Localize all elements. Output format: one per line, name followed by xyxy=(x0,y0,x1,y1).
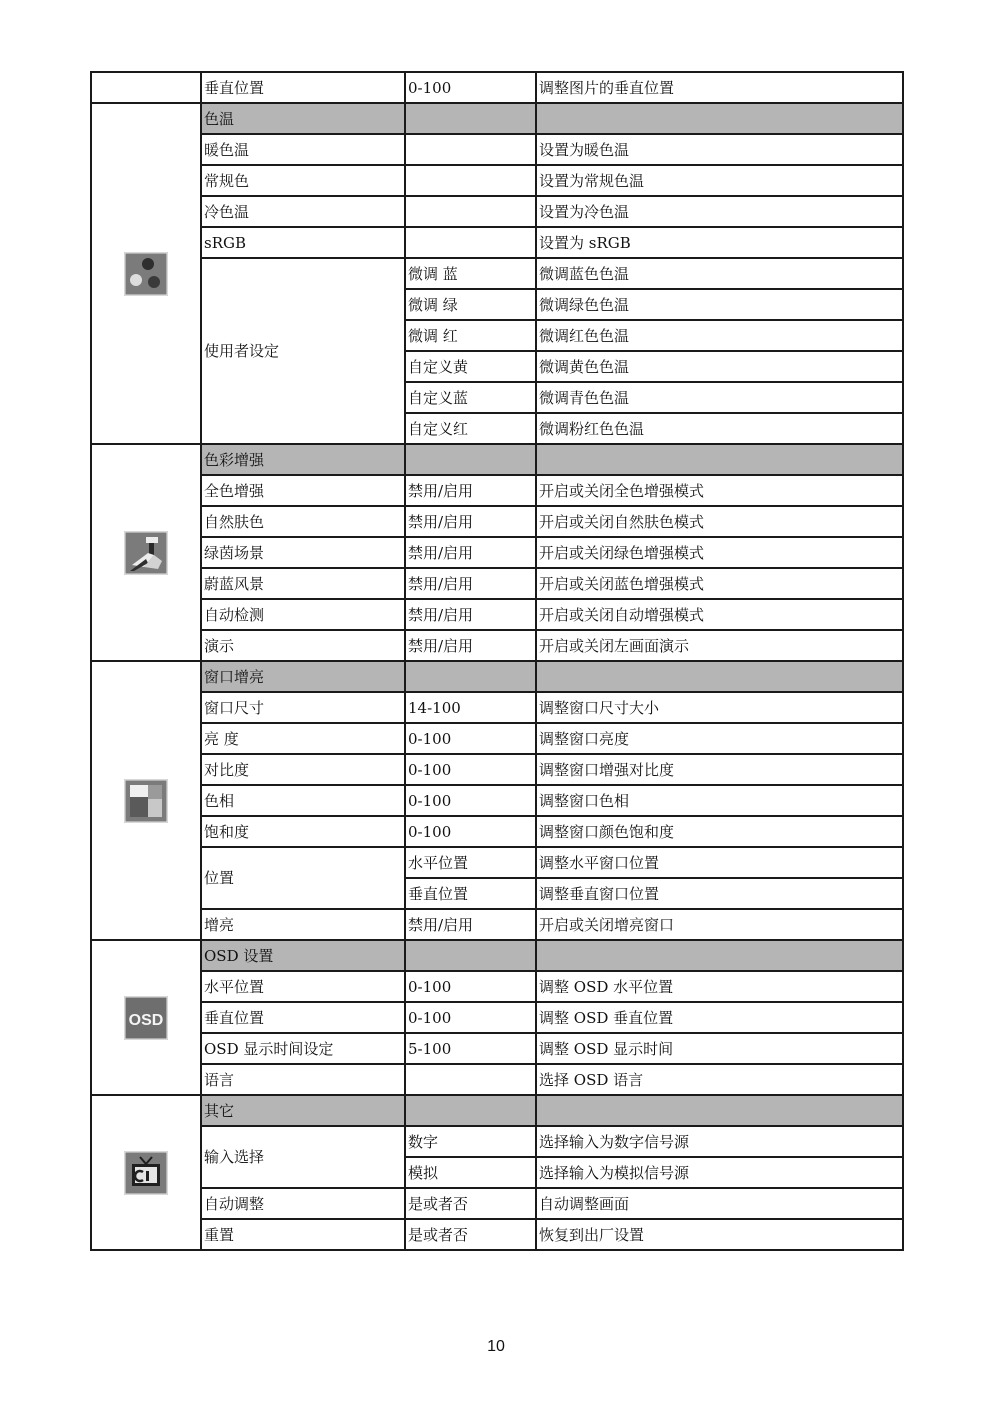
table-row xyxy=(91,72,903,103)
table-row xyxy=(91,723,903,754)
desc-cell: 调整窗口色相 xyxy=(536,785,903,816)
desc-cell: 设置为暖色温 xyxy=(536,134,903,165)
item-cell: OSD 显示时间设定 xyxy=(201,1033,405,1064)
range-cell: 自定义黄 xyxy=(405,351,536,382)
desc-cell: 开启或关闭蓝色增强模式 xyxy=(536,568,903,599)
range-cell: 自定义红 xyxy=(405,413,536,444)
range-cell xyxy=(405,196,536,227)
icon-cell-color-temp xyxy=(91,103,201,444)
range-cell: 0-100 xyxy=(405,72,536,103)
osd-icon-text: OSD xyxy=(128,1011,164,1029)
desc-cell: 调整窗口亮度 xyxy=(536,723,903,754)
extra-settings-tv-icon xyxy=(124,1151,168,1195)
item-cell: 常规色 xyxy=(201,165,405,196)
item-cell: 垂直位置 xyxy=(201,1002,405,1033)
color-temperature-icon xyxy=(124,252,168,296)
section-header-osd-setup xyxy=(91,940,903,971)
desc-cell: 调整窗口颜色饱和度 xyxy=(536,816,903,847)
desc-cell: 调整 OSD 显示时间 xyxy=(536,1033,903,1064)
desc-cell: 调整图片的垂直位置 xyxy=(536,72,903,103)
range-cell: 微调 蓝 xyxy=(405,258,536,289)
icon-cell-osd-setup xyxy=(91,940,201,1095)
desc-cell: 设置为常规色温 xyxy=(536,165,903,196)
table-row xyxy=(91,1188,903,1219)
range-cell: 水平位置 xyxy=(405,847,536,878)
item-cell: 自动调整 xyxy=(201,1188,405,1219)
desc-cell: 微调粉红色色温 xyxy=(536,413,903,444)
item-cell: 水平位置 xyxy=(201,971,405,1002)
range-cell: 禁用/启用 xyxy=(405,599,536,630)
desc-cell: 调整窗口尺寸大小 xyxy=(536,692,903,723)
table-row xyxy=(91,630,903,661)
item-cell: 窗口尺寸 xyxy=(201,692,405,723)
item-cell: 色相 xyxy=(201,785,405,816)
desc-cell: 开启或关闭自然肤色模式 xyxy=(536,506,903,537)
section-header-color-temp xyxy=(91,103,903,134)
desc-cell: 恢复到出厂设置 xyxy=(536,1219,903,1250)
icon-cell-extra xyxy=(91,1095,201,1250)
range-cell xyxy=(405,227,536,258)
item-cell: 演示 xyxy=(201,630,405,661)
section-title: 色温 xyxy=(201,103,405,134)
range-cell xyxy=(405,134,536,165)
section-title: OSD 设置 xyxy=(201,940,405,971)
table-row xyxy=(91,909,903,940)
item-cell: 增亮 xyxy=(201,909,405,940)
item-cell: 全色增强 xyxy=(201,475,405,506)
picture-boost-window-icon xyxy=(124,779,168,823)
icon-cell-color-boost xyxy=(91,444,201,661)
desc-cell: 开启或关闭左画面演示 xyxy=(536,630,903,661)
item-cell: 垂直位置 xyxy=(201,72,405,103)
desc-cell: 调整垂直窗口位置 xyxy=(536,878,903,909)
table-row xyxy=(91,165,903,196)
desc-cell: 选择输入为数字信号源 xyxy=(536,1126,903,1157)
table-row xyxy=(91,196,903,227)
range-cell: 0-100 xyxy=(405,785,536,816)
table-row xyxy=(91,475,903,506)
range-cell xyxy=(405,165,536,196)
item-cell: 暖色温 xyxy=(201,134,405,165)
item-cell: 自然肤色 xyxy=(201,506,405,537)
section-title: 窗口增亮 xyxy=(201,661,405,692)
item-cell: sRGB xyxy=(201,227,405,258)
item-cell-input-select: 输入选择 xyxy=(201,1126,405,1188)
table-row xyxy=(91,754,903,785)
section-title: 色彩增强 xyxy=(201,444,405,475)
item-cell: 重置 xyxy=(201,1219,405,1250)
desc-cell: 开启或关闭增亮窗口 xyxy=(536,909,903,940)
desc-cell: 微调蓝色色温 xyxy=(536,258,903,289)
table-row xyxy=(91,1064,903,1095)
table-row xyxy=(91,599,903,630)
desc-cell: 设置为 sRGB xyxy=(536,227,903,258)
desc-cell: 调整窗口增强对比度 xyxy=(536,754,903,785)
range-cell: 0-100 xyxy=(405,971,536,1002)
range-cell: 是或者否 xyxy=(405,1219,536,1250)
item-cell: 自动检测 xyxy=(201,599,405,630)
desc-cell: 选择输入为模拟信号源 xyxy=(536,1157,903,1188)
item-cell: 语言 xyxy=(201,1064,405,1095)
color-boost-brush-icon xyxy=(124,531,168,575)
desc-cell: 微调绿色色温 xyxy=(536,289,903,320)
desc-cell: 开启或关闭全色增强模式 xyxy=(536,475,903,506)
item-cell-user-setting: 使用者设定 xyxy=(201,258,405,444)
page-number: 10 xyxy=(487,1338,505,1355)
desc-cell: 选择 OSD 语言 xyxy=(536,1064,903,1095)
desc-cell: 开启或关闭绿色增强模式 xyxy=(536,537,903,568)
osd-menu-table xyxy=(90,71,904,1251)
table-row xyxy=(91,847,903,878)
range-cell: 微调 绿 xyxy=(405,289,536,320)
table-row xyxy=(91,568,903,599)
range-cell: 0-100 xyxy=(405,816,536,847)
range-cell: 禁用/启用 xyxy=(405,568,536,599)
item-cell: 蔚蓝风景 xyxy=(201,568,405,599)
section-header-color-boost xyxy=(91,444,903,475)
table-row xyxy=(91,1033,903,1064)
desc-cell: 微调黄色色温 xyxy=(536,351,903,382)
range-cell xyxy=(405,1064,536,1095)
desc-cell: 调整水平窗口位置 xyxy=(536,847,903,878)
range-cell: 禁用/启用 xyxy=(405,909,536,940)
icon-cell-empty xyxy=(91,72,201,103)
table-row xyxy=(91,785,903,816)
item-cell: 饱和度 xyxy=(201,816,405,847)
range-cell: 是或者否 xyxy=(405,1188,536,1219)
desc-cell: 自动调整画面 xyxy=(536,1188,903,1219)
range-cell: 0-100 xyxy=(405,1002,536,1033)
item-cell: 亮 度 xyxy=(201,723,405,754)
range-cell: 模拟 xyxy=(405,1157,536,1188)
range-cell: 禁用/启用 xyxy=(405,475,536,506)
table-row xyxy=(91,227,903,258)
table-row xyxy=(91,816,903,847)
range-cell: 数字 xyxy=(405,1126,536,1157)
range-cell: 禁用/启用 xyxy=(405,506,536,537)
table-row xyxy=(91,692,903,723)
range-cell: 自定义蓝 xyxy=(405,382,536,413)
item-cell: 冷色温 xyxy=(201,196,405,227)
item-cell: 对比度 xyxy=(201,754,405,785)
table-row xyxy=(91,537,903,568)
desc-cell: 设置为冷色温 xyxy=(536,196,903,227)
section-header-picture-boost xyxy=(91,661,903,692)
table-row xyxy=(91,258,903,289)
section-title: 其它 xyxy=(201,1095,405,1126)
table-row xyxy=(91,971,903,1002)
desc-cell: 微调青色色温 xyxy=(536,382,903,413)
range-cell: 0-100 xyxy=(405,723,536,754)
desc-cell: 开启或关闭自动增强模式 xyxy=(536,599,903,630)
desc-cell: 微调红色色温 xyxy=(536,320,903,351)
table-row xyxy=(91,1219,903,1250)
section-header-extra xyxy=(91,1095,903,1126)
range-cell: 0-100 xyxy=(405,754,536,785)
range-cell: 14-100 xyxy=(405,692,536,723)
range-cell: 禁用/启用 xyxy=(405,537,536,568)
table-row xyxy=(91,1126,903,1157)
desc-cell: 调整 OSD 水平位置 xyxy=(536,971,903,1002)
range-cell: 垂直位置 xyxy=(405,878,536,909)
item-cell-position: 位置 xyxy=(201,847,405,909)
item-cell: 绿茵场景 xyxy=(201,537,405,568)
icon-cell-picture-boost xyxy=(91,661,201,940)
desc-cell: 调整 OSD 垂直位置 xyxy=(536,1002,903,1033)
range-cell: 5-100 xyxy=(405,1033,536,1064)
table-row xyxy=(91,134,903,165)
range-cell: 禁用/启用 xyxy=(405,630,536,661)
osd-setup-icon xyxy=(124,996,168,1040)
table-row xyxy=(91,506,903,537)
table-row xyxy=(91,1002,903,1033)
range-cell: 微调 红 xyxy=(405,320,536,351)
